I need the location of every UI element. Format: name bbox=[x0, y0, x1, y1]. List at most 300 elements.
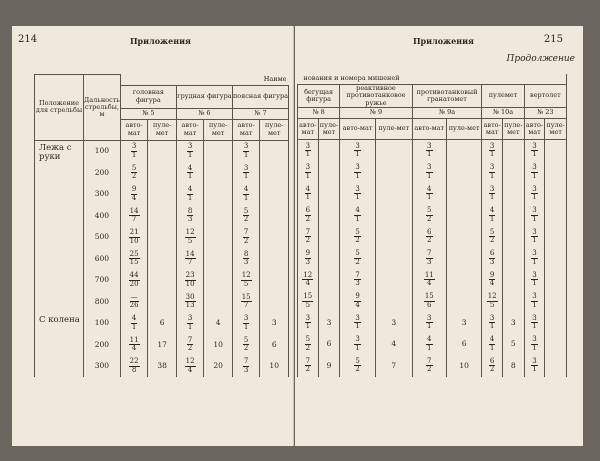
mg-value-cell bbox=[148, 184, 177, 206]
denominator: 1 bbox=[355, 150, 360, 159]
fraction bbox=[424, 293, 435, 309]
numerator: 3 bbox=[532, 356, 537, 365]
position-label: Лежа с руки bbox=[35, 140, 84, 313]
table-row bbox=[35, 140, 289, 162]
numerator: 3 bbox=[532, 292, 537, 301]
mg-value-cell bbox=[446, 248, 481, 270]
mg-value-cell bbox=[545, 248, 567, 270]
mg-value-cell bbox=[375, 226, 412, 248]
auto-value-cell bbox=[482, 205, 503, 227]
denominator: 1 bbox=[131, 322, 137, 331]
denominator: 26 bbox=[129, 301, 139, 310]
auto-value-cell bbox=[340, 205, 376, 227]
mg-value-cell bbox=[502, 269, 524, 291]
auto-value-cell bbox=[340, 334, 376, 356]
numerator: 3 bbox=[355, 184, 360, 193]
mg-value-cell bbox=[260, 140, 289, 162]
numerator: 23 bbox=[185, 271, 195, 280]
mg-value-cell bbox=[148, 248, 177, 270]
fraction bbox=[424, 272, 435, 288]
auto-value-cell bbox=[340, 226, 376, 248]
mg-value-cell bbox=[204, 184, 233, 206]
mg-value-cell bbox=[204, 227, 233, 249]
denominator: 3 bbox=[427, 257, 432, 266]
right-page bbox=[295, 26, 583, 446]
auto-value-cell bbox=[482, 269, 503, 291]
auto-value-cell bbox=[482, 183, 503, 205]
fraction bbox=[129, 358, 140, 374]
auto-value-cell bbox=[120, 227, 147, 249]
fraction bbox=[129, 229, 140, 245]
denominator: 4 bbox=[489, 279, 495, 288]
fraction bbox=[531, 250, 537, 266]
auto-value-cell bbox=[524, 183, 545, 205]
fraction bbox=[489, 186, 495, 202]
auto-value-cell bbox=[482, 291, 503, 313]
auto-value-cell bbox=[412, 291, 446, 313]
mg-value-cell: 38 bbox=[148, 356, 177, 378]
auto-value-cell bbox=[298, 140, 319, 162]
auto-value-cell bbox=[232, 184, 259, 206]
fraction bbox=[489, 164, 495, 180]
fraction bbox=[531, 229, 537, 245]
numerator: — bbox=[130, 292, 138, 301]
mg-value-cell bbox=[260, 248, 289, 270]
numerator: 3 bbox=[355, 335, 360, 344]
mg-value-cell: 10 bbox=[260, 356, 289, 378]
page-number-left: 214 bbox=[18, 34, 38, 45]
mg-value-cell: 9 bbox=[318, 355, 340, 377]
fraction bbox=[187, 337, 193, 353]
numerator: 3 bbox=[243, 314, 249, 323]
numerator: 3 bbox=[243, 142, 249, 151]
numerator: 3 bbox=[355, 163, 360, 172]
mg-value-cell bbox=[545, 205, 567, 227]
fraction bbox=[531, 207, 537, 223]
auto-value-cell bbox=[340, 291, 376, 313]
fraction bbox=[129, 272, 140, 288]
denominator: 3 bbox=[355, 279, 360, 288]
denominator: 7 bbox=[187, 258, 193, 267]
numerator: 4 bbox=[489, 335, 495, 344]
auto-value-cell bbox=[524, 291, 545, 313]
auto-value-cell bbox=[176, 270, 203, 292]
mg-value-cell bbox=[148, 227, 177, 249]
fraction bbox=[531, 293, 537, 309]
mg-value-cell bbox=[260, 184, 289, 206]
denominator: 1 bbox=[305, 171, 311, 180]
mg-value-cell: 20 bbox=[204, 356, 233, 378]
fraction bbox=[187, 165, 193, 181]
denominator: 2 bbox=[243, 215, 249, 224]
fraction bbox=[426, 358, 432, 374]
numerator: 3 bbox=[355, 313, 360, 322]
table-row bbox=[298, 355, 567, 377]
fraction bbox=[131, 165, 137, 181]
mg-value-cell bbox=[204, 205, 233, 227]
numerator: 3 bbox=[427, 313, 432, 322]
fraction bbox=[305, 336, 311, 352]
mg-value-cell bbox=[545, 162, 567, 184]
denominator: 7 bbox=[243, 301, 249, 310]
denominator: 2 bbox=[131, 172, 137, 181]
denominator: 1 bbox=[489, 193, 495, 202]
fraction bbox=[187, 143, 193, 159]
denominator: 1 bbox=[187, 193, 193, 202]
auto-value-cell bbox=[232, 334, 259, 356]
fraction bbox=[243, 251, 249, 267]
denominator: 1 bbox=[532, 236, 537, 245]
auto-value-cell bbox=[412, 355, 446, 377]
fraction bbox=[354, 186, 360, 202]
auto-value-cell bbox=[176, 162, 203, 184]
mg-value-cell bbox=[502, 226, 524, 248]
target-name: реактивное противотанковое ружье bbox=[340, 85, 412, 108]
fraction bbox=[354, 315, 360, 331]
denominator: 1 bbox=[187, 322, 193, 331]
auto-value-cell bbox=[412, 162, 446, 184]
numerator: 15 bbox=[303, 292, 313, 301]
numerator: 12 bbox=[185, 228, 195, 237]
target-number: № 9 bbox=[340, 108, 412, 119]
fraction bbox=[305, 186, 311, 202]
denominator: 1 bbox=[243, 322, 249, 331]
mg-value-cell: 5 bbox=[502, 334, 524, 356]
denominator: 1 bbox=[489, 150, 495, 159]
fraction bbox=[243, 186, 249, 202]
denominator: 10 bbox=[185, 279, 195, 288]
mg-value-cell bbox=[446, 269, 481, 291]
numerator: 5 bbox=[243, 206, 249, 215]
mg-value-cell: 10 bbox=[446, 355, 481, 377]
fraction bbox=[426, 186, 432, 202]
mg-value-cell bbox=[502, 248, 524, 270]
mg-value-cell bbox=[502, 162, 524, 184]
target-name: грудная фигура bbox=[176, 85, 232, 108]
mg-value-cell: 3 bbox=[502, 312, 524, 334]
denominator: 1 bbox=[532, 193, 537, 202]
mg-value-cell bbox=[375, 248, 412, 270]
numerator: 4 bbox=[131, 314, 137, 323]
mg-value-cell bbox=[204, 162, 233, 184]
fraction bbox=[531, 143, 537, 159]
fraction bbox=[489, 272, 495, 288]
denominator: 10 bbox=[129, 236, 139, 245]
fraction bbox=[354, 164, 360, 180]
auto-value-cell bbox=[232, 356, 259, 378]
denominator: 1 bbox=[355, 193, 360, 202]
names-header: Наиме bbox=[120, 75, 288, 86]
fraction bbox=[185, 272, 196, 288]
mg-value-cell bbox=[204, 270, 233, 292]
numerator: 3 bbox=[427, 163, 432, 172]
fraction bbox=[243, 337, 249, 353]
target-number: № 23 bbox=[524, 108, 566, 119]
fraction bbox=[185, 251, 196, 267]
fraction bbox=[354, 250, 360, 266]
denominator: 1 bbox=[427, 343, 432, 352]
auto-value-cell bbox=[120, 162, 147, 184]
mg-value-cell bbox=[502, 205, 524, 227]
fraction bbox=[426, 229, 432, 245]
auto-value-cell bbox=[298, 183, 319, 205]
sub-auto: авто-мат bbox=[412, 119, 446, 140]
auto-value-cell bbox=[482, 312, 503, 334]
numerator: 7 bbox=[305, 227, 311, 236]
auto-value-cell bbox=[340, 312, 376, 334]
fraction bbox=[489, 315, 495, 331]
fraction bbox=[243, 143, 249, 159]
mg-value-cell bbox=[260, 162, 289, 184]
auto-value-cell bbox=[298, 269, 319, 291]
table-row bbox=[298, 291, 567, 313]
mg-value-cell: 3 bbox=[318, 312, 340, 334]
fraction bbox=[305, 143, 311, 159]
mg-value-cell: 6 bbox=[318, 334, 340, 356]
sub-mg: пуле-мет bbox=[318, 119, 340, 140]
numerator: 5 bbox=[355, 356, 360, 365]
distance-value: 500 bbox=[84, 227, 121, 249]
numerator: 4 bbox=[243, 185, 249, 194]
auto-value-cell bbox=[482, 248, 503, 270]
fraction bbox=[426, 250, 432, 266]
distance-value: 200 bbox=[84, 334, 121, 356]
auto-value-cell bbox=[412, 226, 446, 248]
denominator: 2 bbox=[305, 343, 311, 352]
sub-auto: авто-мат bbox=[176, 119, 203, 140]
col-distance-header: Дальность стрельбы, м bbox=[84, 75, 121, 141]
mg-value-cell bbox=[260, 205, 289, 227]
auto-value-cell bbox=[120, 313, 147, 335]
mg-value-cell bbox=[375, 269, 412, 291]
denominator: 2 bbox=[243, 344, 249, 353]
distance-value: 300 bbox=[84, 356, 121, 378]
table-row bbox=[35, 313, 289, 335]
mg-value-cell bbox=[318, 291, 340, 313]
mg-value-cell bbox=[260, 291, 289, 313]
auto-value-cell bbox=[524, 248, 545, 270]
fraction bbox=[131, 186, 137, 202]
distance-value: 100 bbox=[84, 140, 121, 162]
auto-value-cell bbox=[340, 355, 376, 377]
numerator: 3 bbox=[532, 249, 537, 258]
numerator: 6 bbox=[489, 356, 495, 365]
auto-value-cell bbox=[176, 205, 203, 227]
auto-value-cell bbox=[482, 140, 503, 162]
mg-value-cell bbox=[318, 162, 340, 184]
auto-value-cell bbox=[176, 313, 203, 335]
denominator: 3 bbox=[243, 365, 249, 374]
fraction bbox=[305, 250, 311, 266]
mg-value-cell: 4 bbox=[204, 313, 233, 335]
mg-value-cell bbox=[260, 227, 289, 249]
numerator: 3 bbox=[305, 163, 311, 172]
auto-value-cell bbox=[412, 334, 446, 356]
denominator: 5 bbox=[305, 300, 311, 309]
mg-value-cell bbox=[204, 140, 233, 162]
auto-value-cell bbox=[524, 312, 545, 334]
denominator: 1 bbox=[532, 322, 537, 331]
fraction bbox=[531, 358, 537, 374]
target-number: № 5 bbox=[120, 108, 176, 119]
auto-value-cell bbox=[482, 162, 503, 184]
col-position-header: Положение для стрельбы bbox=[35, 75, 84, 141]
fraction bbox=[305, 358, 311, 374]
mg-value-cell bbox=[446, 162, 481, 184]
target-number: № 7 bbox=[232, 108, 288, 119]
numerator: 5 bbox=[355, 249, 360, 258]
fraction bbox=[426, 336, 432, 352]
mg-value-cell bbox=[545, 291, 567, 313]
mg-value-cell bbox=[318, 183, 340, 205]
denominator: 4 bbox=[305, 279, 311, 288]
auto-value-cell bbox=[232, 313, 259, 335]
auto-value-cell bbox=[412, 183, 446, 205]
fraction bbox=[354, 143, 360, 159]
denominator: 1 bbox=[355, 171, 360, 180]
fraction bbox=[129, 251, 140, 267]
auto-value-cell bbox=[120, 184, 147, 206]
auto-value-cell bbox=[412, 140, 446, 162]
auto-value-cell bbox=[340, 183, 376, 205]
fraction bbox=[185, 358, 196, 374]
mg-value-cell bbox=[148, 205, 177, 227]
fraction bbox=[489, 143, 495, 159]
running-header-right: Приложения bbox=[413, 36, 474, 46]
denominator: 5 bbox=[489, 300, 495, 309]
fraction bbox=[487, 293, 498, 309]
fraction bbox=[531, 186, 537, 202]
denominator: 1 bbox=[489, 171, 495, 180]
mg-value-cell bbox=[545, 226, 567, 248]
numerator: 3 bbox=[427, 141, 432, 150]
table-row bbox=[298, 205, 567, 227]
denominator: 1 bbox=[427, 193, 432, 202]
numerator: 3 bbox=[532, 163, 537, 172]
denominator: 1 bbox=[489, 322, 495, 331]
numerator: 5 bbox=[305, 335, 311, 344]
numerator: 3 bbox=[532, 313, 537, 322]
denominator: 4 bbox=[427, 279, 432, 288]
fraction bbox=[531, 164, 537, 180]
denominator: 1 bbox=[187, 172, 193, 181]
numerator: 3 bbox=[532, 270, 537, 279]
mg-value-cell bbox=[446, 183, 481, 205]
auto-value-cell bbox=[176, 291, 203, 313]
auto-value-cell bbox=[412, 205, 446, 227]
sub-mg: пуле-мет bbox=[204, 119, 233, 140]
numerator: 5 bbox=[489, 227, 495, 236]
fraction bbox=[354, 336, 360, 352]
numerator: 3 bbox=[532, 141, 537, 150]
fraction bbox=[354, 293, 360, 309]
mg-value-cell bbox=[375, 183, 412, 205]
fraction bbox=[129, 208, 140, 224]
denominator: 8 bbox=[131, 365, 137, 374]
denominator: 1 bbox=[187, 150, 193, 159]
auto-value-cell bbox=[298, 248, 319, 270]
denominator: 2 bbox=[305, 214, 311, 223]
mg-value-cell bbox=[148, 270, 177, 292]
numerator: 9 bbox=[131, 185, 137, 194]
denominator: 1 bbox=[131, 150, 137, 159]
numerator: 6 bbox=[489, 249, 495, 258]
target-name: пулемет bbox=[482, 85, 524, 108]
denominator: 2 bbox=[355, 236, 360, 245]
fraction bbox=[354, 207, 360, 223]
denominator: 1 bbox=[489, 214, 495, 223]
auto-value-cell bbox=[340, 269, 376, 291]
auto-value-cell bbox=[120, 205, 147, 227]
auto-value-cell bbox=[524, 205, 545, 227]
denominator: 1 bbox=[243, 150, 249, 159]
denominator: 1 bbox=[532, 300, 537, 309]
target-name: вертолет bbox=[524, 85, 566, 108]
numerator: 5 bbox=[427, 206, 432, 215]
auto-value-cell bbox=[232, 140, 259, 162]
fraction bbox=[305, 315, 311, 331]
numerator: 21 bbox=[129, 228, 139, 237]
denominator: 1 bbox=[532, 214, 537, 223]
fraction bbox=[185, 294, 196, 310]
table-row bbox=[298, 140, 567, 162]
fraction bbox=[187, 315, 193, 331]
sub-auto: авто-мат bbox=[340, 119, 376, 140]
denominator: 20 bbox=[129, 279, 139, 288]
mg-value-cell bbox=[318, 226, 340, 248]
auto-value-cell bbox=[298, 291, 319, 313]
auto-value-cell bbox=[482, 355, 503, 377]
denominator: 1 bbox=[355, 343, 360, 352]
mg-value-cell bbox=[375, 162, 412, 184]
denominator: 3 bbox=[489, 257, 495, 266]
continuation-label: Продолжение bbox=[506, 54, 575, 64]
numerator: 5 bbox=[355, 227, 360, 236]
denominator: 1 bbox=[427, 171, 432, 180]
sub-mg: пуле-мет bbox=[545, 119, 567, 140]
running-header-left: Приложения bbox=[130, 36, 191, 46]
distance-value: 100 bbox=[84, 313, 121, 335]
numerator: 7 bbox=[305, 356, 311, 365]
mg-value-cell bbox=[318, 140, 340, 162]
auto-value-cell bbox=[120, 356, 147, 378]
mg-value-cell bbox=[318, 269, 340, 291]
denominator: 2 bbox=[305, 236, 311, 245]
fraction bbox=[426, 315, 432, 331]
denominator: 2 bbox=[427, 236, 432, 245]
denominator: 4 bbox=[187, 365, 193, 374]
distance-value: 300 bbox=[84, 184, 121, 206]
fraction bbox=[531, 336, 537, 352]
fraction bbox=[187, 186, 193, 202]
mg-value-cell: 6 bbox=[446, 334, 481, 356]
fraction bbox=[305, 164, 311, 180]
mg-value-cell: 4 bbox=[375, 334, 412, 356]
table-row bbox=[298, 334, 567, 356]
numerator: 7 bbox=[355, 270, 360, 279]
auto-value-cell bbox=[232, 270, 259, 292]
denominator: 2 bbox=[355, 365, 360, 374]
target-name: головная фигура bbox=[120, 85, 176, 108]
numerator: 44 bbox=[129, 271, 139, 280]
target-name: противотанковый гранатомет bbox=[412, 85, 482, 108]
auto-value-cell bbox=[176, 227, 203, 249]
fraction bbox=[131, 143, 137, 159]
numerator: 3 bbox=[532, 227, 537, 236]
denominator: 4 bbox=[131, 344, 137, 353]
sub-mg: пуле-мет bbox=[148, 119, 177, 140]
auto-value-cell bbox=[120, 334, 147, 356]
